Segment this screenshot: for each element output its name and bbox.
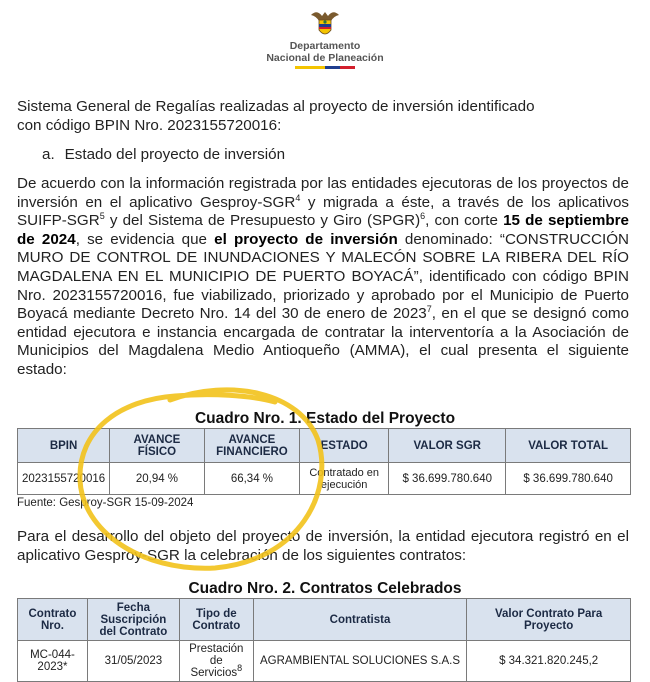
table1-caption: Cuadro Nro. 1. Estado del Proyecto [194,410,456,427]
cell-tipo-text: Prestación de Servicios [189,643,244,679]
table-row [18,463,631,495]
cell-avance-fisico: 20,94 % [110,463,205,495]
th-valor-sgr: VALOR SGR [389,429,506,463]
project-emphasis: el proyecto de inversión [214,230,398,248]
footnote-ref-4[interactable]: 4 [295,192,301,203]
footnote-ref-7[interactable]: 7 [426,304,432,315]
contracts-paragraph: Para el desarrollo del objeto del proyecto de inversión, la entidad ejecutora registró en el aplicativo Gesproy-SGR la celebración de los siguientes contratos: [17,528,629,564]
th-valor-contrato: Valor Contrato Para Proyecto [467,599,631,641]
coat-of-arms-icon [308,6,342,40]
th-avance-fisico: AVANCE FÍSICO [110,429,205,463]
logo-line-2: Nacional de Planeación [266,52,384,64]
p1-text-5: , se evidencia que [75,230,215,248]
dnp-logo [240,6,410,69]
cell-valor-contrato: $ 34.321.820.245,2 [467,641,631,682]
p1-text-1: De acuerdo con la información registrada por las entidades ejecutoras de los proyectos de inversión en el aplicativo Gesproy-SGR [17,175,629,211]
th-estado: ESTADO [300,429,389,463]
cell-contrato: MC-044-2023* [18,641,88,682]
footnote-ref-8[interactable]: 8 [237,663,243,674]
th-tipo: Tipo de Contrato [179,599,253,641]
section-a-heading [42,146,295,163]
project-status-table [17,428,631,495]
th-fecha: Fecha Suscripción del Contrato [87,599,179,641]
intro-line-1: Sistema General de Regalías realizadas al proyecto de inversión identificado [17,98,535,115]
cell-valor-total: $ 36.699.780.640 [506,463,631,495]
th-contratista: Contratista [253,599,466,641]
table-row [18,641,631,682]
cell-estado: Contratado en ejecución [300,463,389,495]
cell-fecha: 31/05/2023 [87,641,179,682]
section-a-title: Estado del proyecto de inversión [64,146,286,163]
p1-text-6: denominado: “CONSTRUCCIÓN MURO DE CONTROL DE INUNDACIONES Y MALECÓN SOBRE LA RIBERA DEL RÍO MAGDALENA EN EL MUNICIPIO DE PUERTO BOYACÁ”, identificado con código BPIN Nro. 2023155720016, fue viabilizado, priorizado y aprobado por el Municipio de Puerto Boyacá mediante Decreto Nro. 14 del 30 de enero de 2023 [17,230,629,323]
th-valor-total: VALOR TOTAL [506,429,631,463]
p1-text-2: y migrada a éste, a través de los aplicativos SUIFP-SGR [17,193,629,230]
logo-line-1: Departamento [289,40,361,52]
intro-line-2: con código BPIN Nro. 2023155720016: [17,116,282,134]
th-bpin: BPIN [18,429,110,463]
status-paragraph [17,175,629,380]
table2-header-row [18,599,631,641]
flag-stripe [295,66,355,69]
th-avance-financiero: AVANCE FINANCIERO [204,429,299,463]
footnote-ref-5[interactable]: 5 [99,211,105,222]
th-contrato: Contrato Nro. [18,599,88,641]
section-a-letter: a. [42,146,55,163]
footnote-ref-6[interactable]: 6 [420,211,426,222]
table2-caption: Cuadro Nro. 2. Contratos Celebrados [188,580,462,597]
p1-text-4: , con corte [425,212,504,230]
cutoff-date: 15 de septiembre de 2024 [17,212,629,248]
p1-text-7: , en el que se designó como entidad ejecutora e instancia encargada de contratar la interventoría a la Asociación de Municipios del Magdalena Medio Antioqueño (AMMA), el cual presenta el siguiente estado: [17,305,629,378]
table1-source: Fuente: Gesproy-SGR 15-09-2024 [17,497,194,509]
cell-tipo [179,641,253,682]
cell-valor-sgr: $ 36.699.780.640 [389,463,506,495]
cell-bpin: 2023155720016 [18,463,110,495]
table1-header-row [18,429,631,463]
cell-contratista: AGRAMBIENTAL SOLUCIONES S.A.S [253,641,466,682]
p1-text-3: y del Sistema de Presupuesto y Giro (SPGR) [104,212,421,230]
contracts-table [17,598,631,682]
cell-avance-financiero: 66,34 % [204,463,299,495]
intro-paragraph [17,98,629,135]
